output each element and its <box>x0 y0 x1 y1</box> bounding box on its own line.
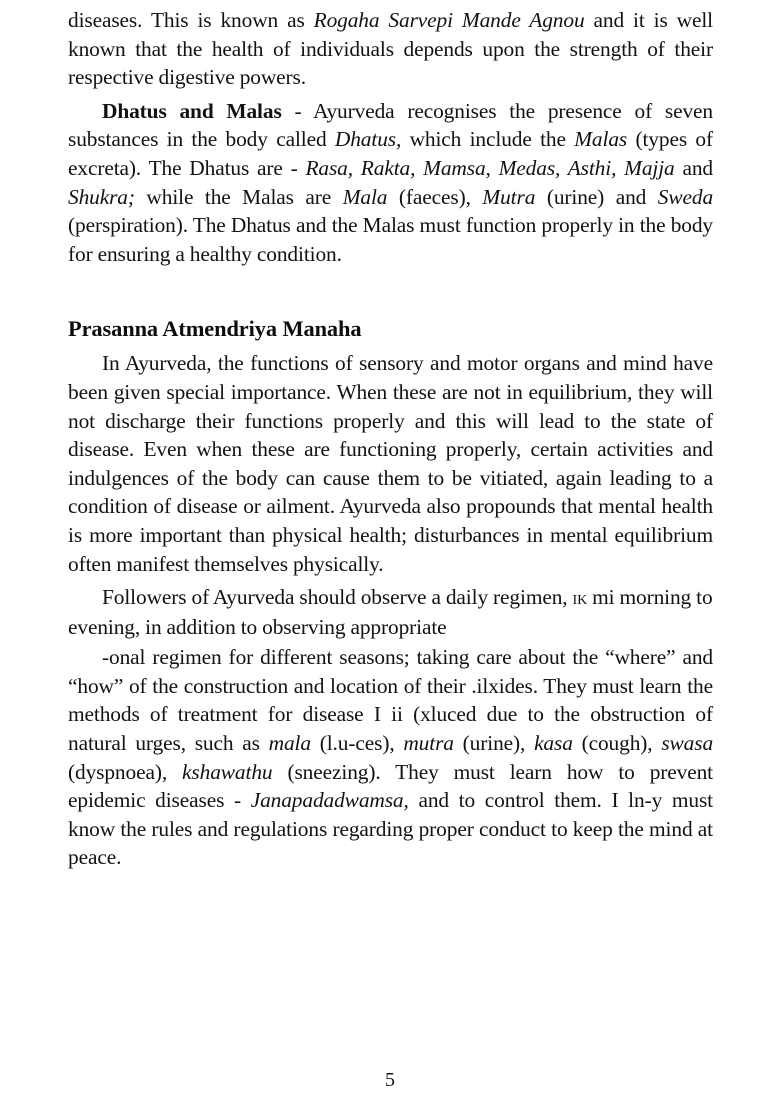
seasonal-italic-swasa: swasa <box>661 731 714 756</box>
opening-italic-rogaha: Rogaha Sarvepi Mande Agnou <box>313 8 585 32</box>
dhatus-italic-dhatus: Dhatus, <box>334 127 402 152</box>
paragraph-followers <box>68 583 713 641</box>
dhatus-text-part-7: (urine) and <box>535 184 658 209</box>
dhatus-text-part-6: (faeces), <box>387 184 483 209</box>
seasonal-text-part-4: (cough), <box>572 731 662 756</box>
seasonal-italic-mala: mala <box>268 731 311 756</box>
dhatus-italic-mala: Mala <box>342 184 388 209</box>
dhatus-italic-mutra: Mutra <box>482 184 536 209</box>
paragraph-mind-functions: In Ayurveda, the functions of sensory and motor organs and mind have been given special importance. When these are not in equilibrium, they will not discharge their functions properly and this will lead to the state of disease. Even when these are functioning properly, certain activities and indulgences of the body can cause them to be vitiated, again leading to a condition of disease or ailment. Ayurveda also propounds that mental health is more important than physical health; disturbances in mental equilibrium often manifest themselves physically. <box>68 351 713 576</box>
followers-artifact-ik: ik <box>572 587 588 610</box>
dhatus-italic-malas: Malas <box>574 127 628 152</box>
paragraph-opening <box>68 2 713 92</box>
dhatus-text-part-1: - Ayurveda recognises the presence of seven substances in the body called <box>68 98 713 152</box>
dhatus-italic-sweda: Sweda <box>657 184 714 209</box>
seasonal-text-part-7: and to control them. I ln-y must know the rules and regulations regarding proper conduct to keep the mind at peace. <box>68 788 713 870</box>
seasonal-italic-kshawathu: kshawathu <box>182 759 273 784</box>
seasonal-text-part-2: (l.u-ces), <box>310 731 404 756</box>
dhatus-text-part-8: (perspiration). The Dhatus and the Malas must function properly in the body for ensuring a healthy condition. <box>68 213 713 266</box>
dhatus-italic-shukra: Shukra; <box>68 184 135 209</box>
followers-text-part-1: Followers of Ayurveda should observe a daily regimen, <box>102 585 573 610</box>
dhatus-italic-rasa-list: Rasa, Rakta, Mamsa, Medas, Asthi, Majja <box>305 155 675 180</box>
spacer-before-heading <box>68 268 713 314</box>
opening-text-part-1: diseases. This is known as <box>68 8 314 32</box>
dhatus-runin-heading: Dhatus and Malas <box>102 98 282 123</box>
dhatus-text-part-5: while the Malas are <box>134 184 343 209</box>
section-heading-prasanna: Prasanna Atmendriya Manaha <box>68 316 362 342</box>
paragraph-seasonal-regimen <box>68 643 713 872</box>
page-text-block <box>68 0 713 872</box>
dhatus-text-part-2: which include the <box>401 127 575 152</box>
seasonal-italic-janapadadwamsa: Janapadadwamsa, <box>250 788 409 813</box>
page-number: 5 <box>385 1069 395 1091</box>
followers-text-part-2: mi morning to evening, in addition to observing appropriate <box>68 585 713 639</box>
dhatus-text-part-4: and <box>674 155 713 180</box>
seasonal-text-part-5: (dyspnoea), <box>68 759 183 784</box>
paragraph-dhatus-and-malas <box>68 97 713 269</box>
seasonal-italic-kasa: kasa <box>534 731 573 756</box>
seasonal-text-part-3: (urine), <box>453 731 535 756</box>
opening-text-part-2: and it is well known that the health of individuals depends upon the strength of their respective digestive powers. <box>68 8 713 90</box>
seasonal-italic-mutra: mutra <box>403 731 454 756</box>
dhatus-text-part-3: (types of excreta). The Dhatus are - <box>68 127 713 180</box>
seasonal-text-part-1: -onal regimen for different seasons; taking care about the “where” and “how” of the construction and location of their .ilxides. They must learn the methods of treatment for disease I ii (xluced due to the obstruction of natural urges, such as <box>68 645 713 756</box>
seasonal-text-part-6: (sneezing). They must learn how to prevent epidemic diseases - <box>68 759 713 813</box>
